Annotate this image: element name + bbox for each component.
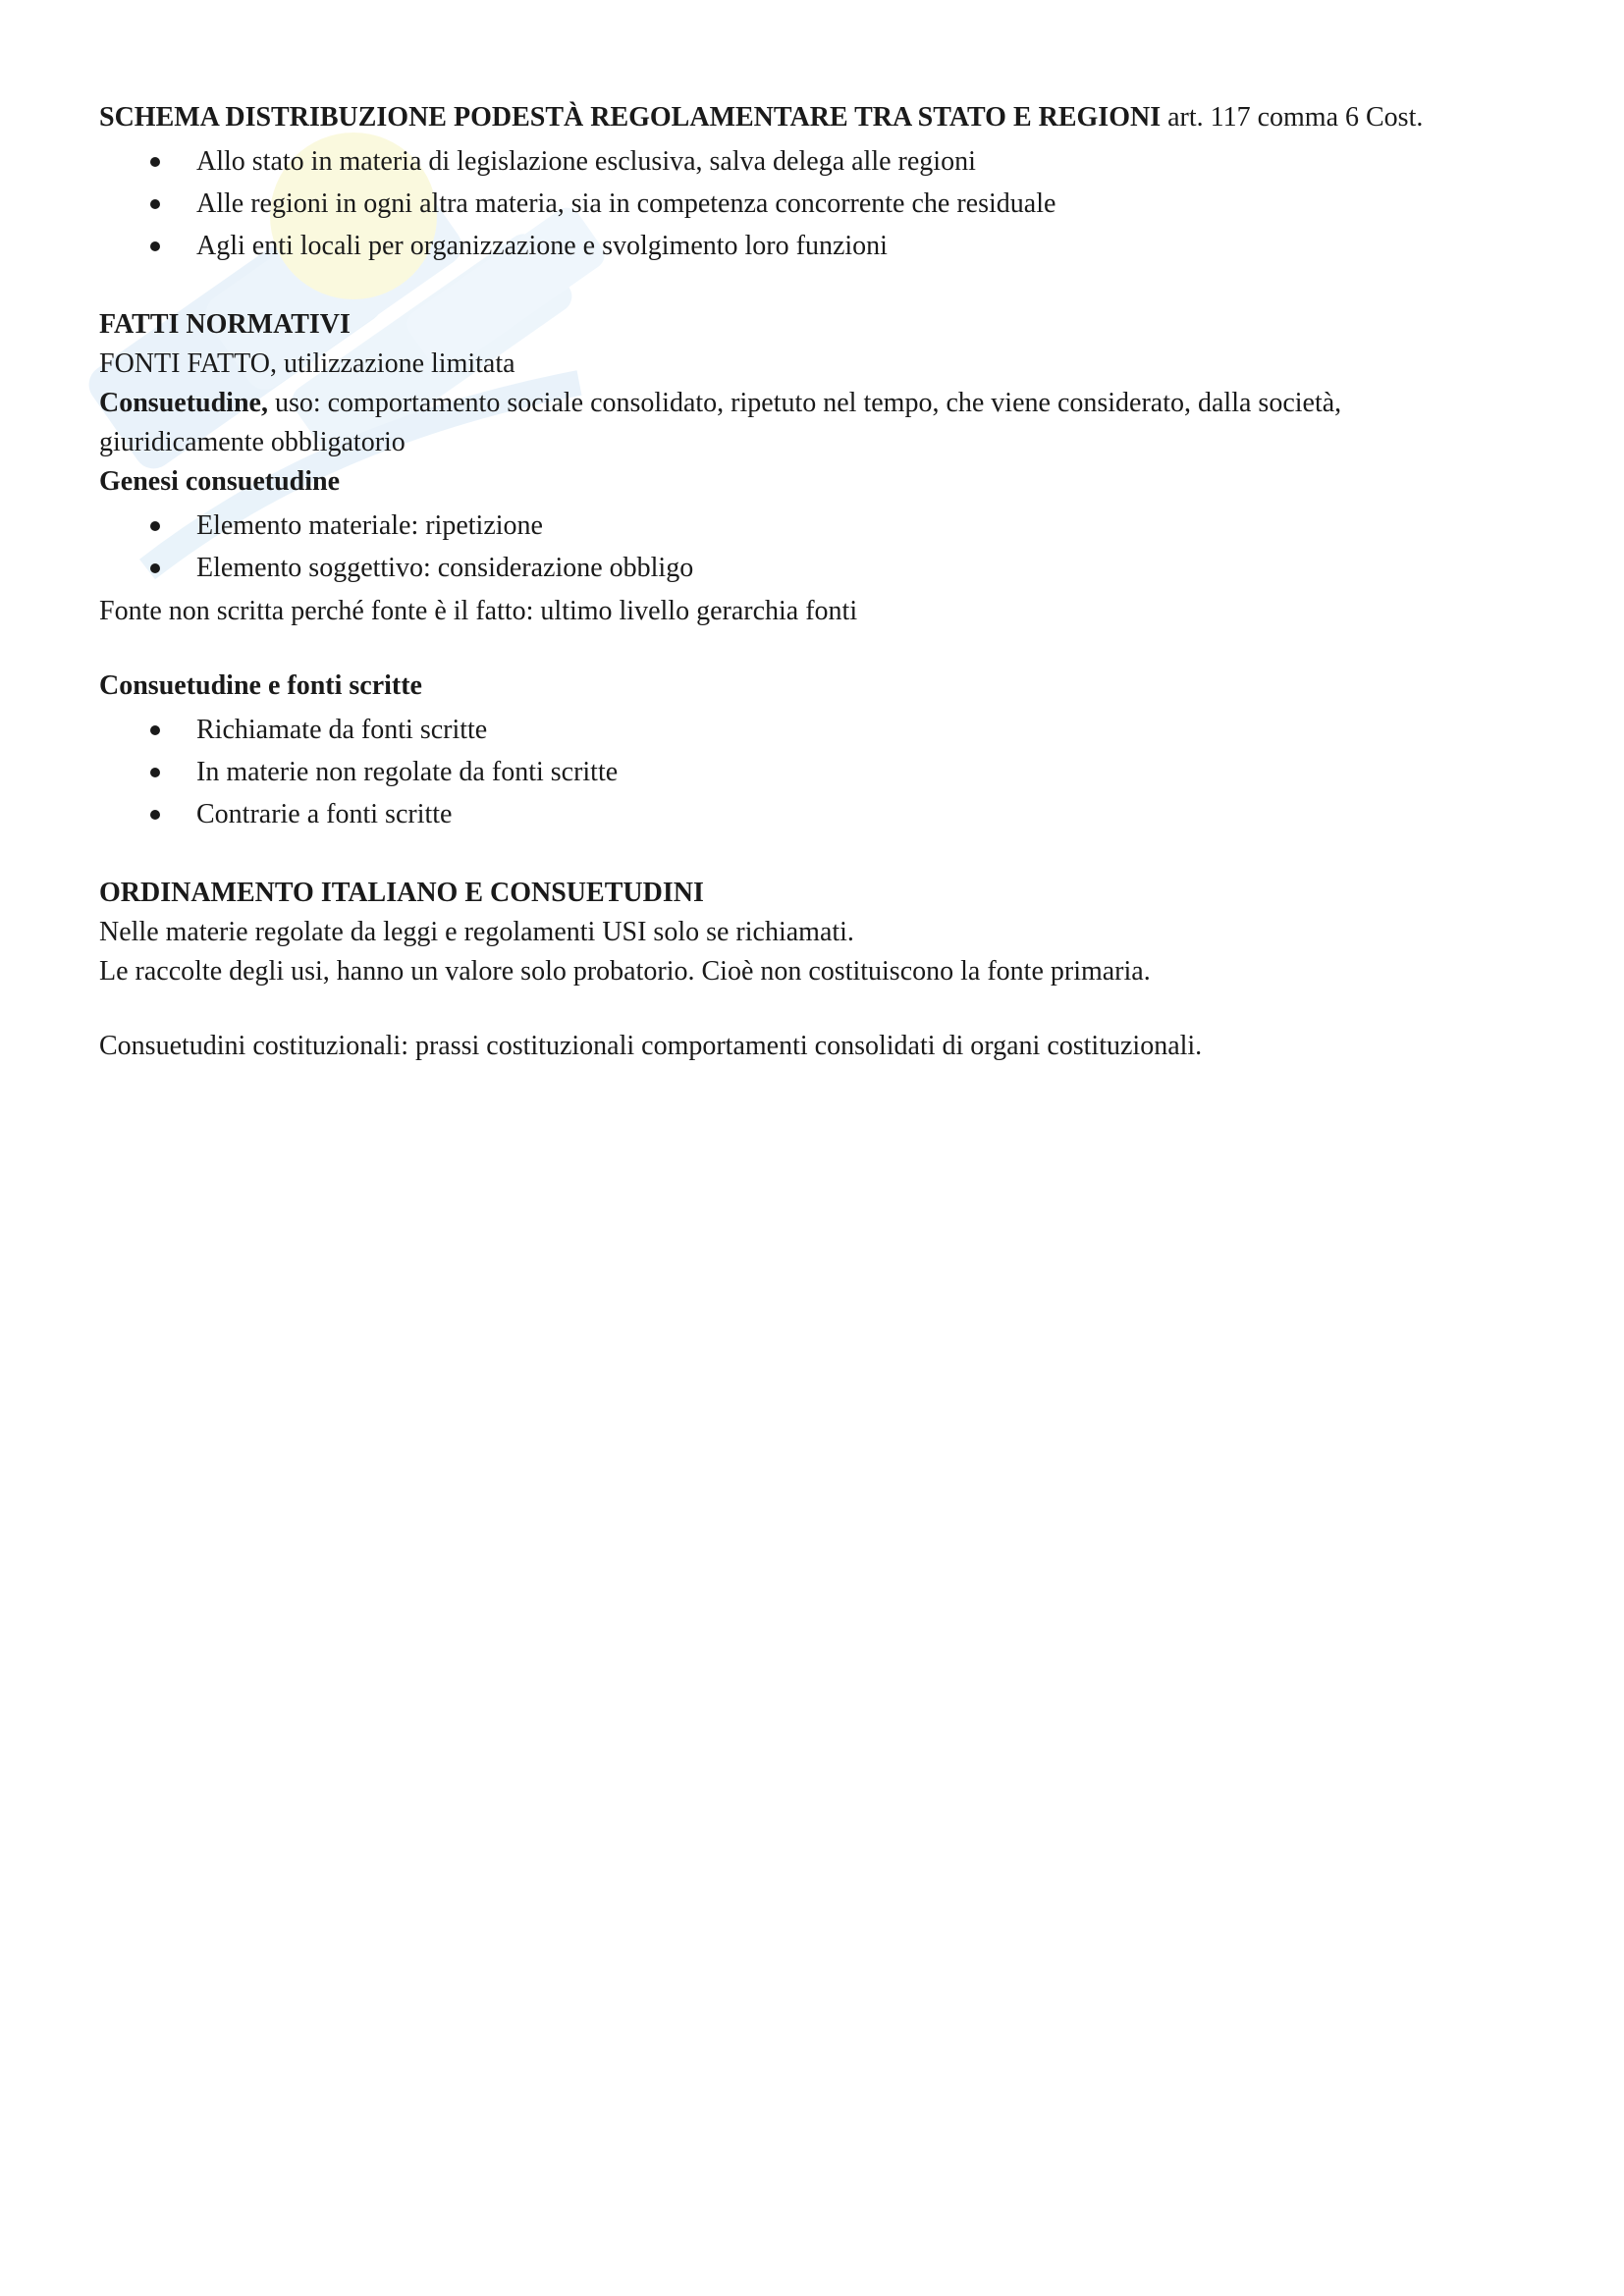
section-heading-line: [99, 98, 1513, 137]
bullet-icon: [150, 810, 160, 820]
subheading: Genesi consuetudine: [99, 466, 341, 497]
list-item-text: Contrarie a fonti scritte: [196, 799, 453, 829]
bullet-icon: [150, 199, 160, 209]
section-heading-suffix: art. 117 comma 6 Cost.: [1161, 102, 1424, 133]
section-heading: SCHEMA DISTRIBUZIONE PODESTÀ REGOLAMENTARE TRA STATO E REGIONI: [99, 102, 1162, 133]
list-item: [99, 183, 1513, 225]
paragraph: FONTI FATTO, utilizzazione limitata: [99, 348, 515, 379]
bullet-icon: [150, 521, 160, 531]
document-body: [99, 98, 1513, 1066]
paragraph: Le raccolte degli usi, hanno un valore solo probatorio. Cioè non costituiscono la fonte primaria.: [99, 956, 1151, 987]
paragraph: Nelle materie regolate da leggi e regolamenti USI solo se richiamati.: [99, 917, 854, 947]
list-item: [99, 547, 1513, 589]
bullet-icon: [150, 768, 160, 777]
list-item: [99, 751, 1513, 793]
list-item: [99, 709, 1513, 751]
paragraph: Fonte non scritta perché fonte è il fatto: ultimo livello gerarchia fonti: [99, 596, 858, 626]
bullet-icon: [150, 563, 160, 573]
list-item-text: Agli enti locali per organizzazione e svolgimento loro funzioni: [196, 231, 888, 261]
section-schema: [99, 98, 1513, 267]
list-item-text: Elemento materiale: ripetizione: [196, 510, 543, 541]
bullet-icon: [150, 157, 160, 167]
list-item-text: Elemento soggettivo: considerazione obbligo: [196, 553, 694, 583]
paragraph: Consuetudini costituzionali: prassi costituzionali comportamenti consolidati di organi costituzionali.: [99, 1031, 1203, 1061]
section-heading: Consuetudine e fonti scritte: [99, 670, 422, 701]
list-item-text: Richiamate da fonti scritte: [196, 715, 488, 745]
section-heading: ORDINAMENTO ITALIANO E CONSUETUDINI: [99, 878, 704, 908]
definition-term: Consuetudine,: [99, 388, 268, 418]
section-fatti-normativi: [99, 305, 1513, 631]
list-item: [99, 225, 1513, 267]
definition-text: uso: comportamento sociale consolidato, ripetuto nel tempo, che viene considerato, dalla società, giuridicamente obbligatorio: [99, 388, 1342, 457]
bullet-list: [99, 709, 1513, 835]
bullet-list: [99, 505, 1513, 589]
list-item: [99, 140, 1513, 183]
definition-paragraph: [99, 384, 1513, 462]
list-item-text: Allo stato in materia di legislazione esclusiva, salva delega alle regioni: [196, 146, 976, 177]
bullet-icon: [150, 241, 160, 251]
section-consuetudine-fonti-scritte: [99, 667, 1513, 835]
bullet-icon: [150, 725, 160, 735]
section-heading: FATTI NORMATIVI: [99, 309, 351, 340]
bullet-list: [99, 140, 1513, 267]
list-item: [99, 793, 1513, 835]
section-ordinamento-italiano: [99, 874, 1513, 1066]
list-item: [99, 505, 1513, 547]
list-item-text: Alle regioni in ogni altra materia, sia in competenza concorrente che residuale: [196, 188, 1056, 219]
list-item-text: In materie non regolate da fonti scritte: [196, 757, 619, 787]
